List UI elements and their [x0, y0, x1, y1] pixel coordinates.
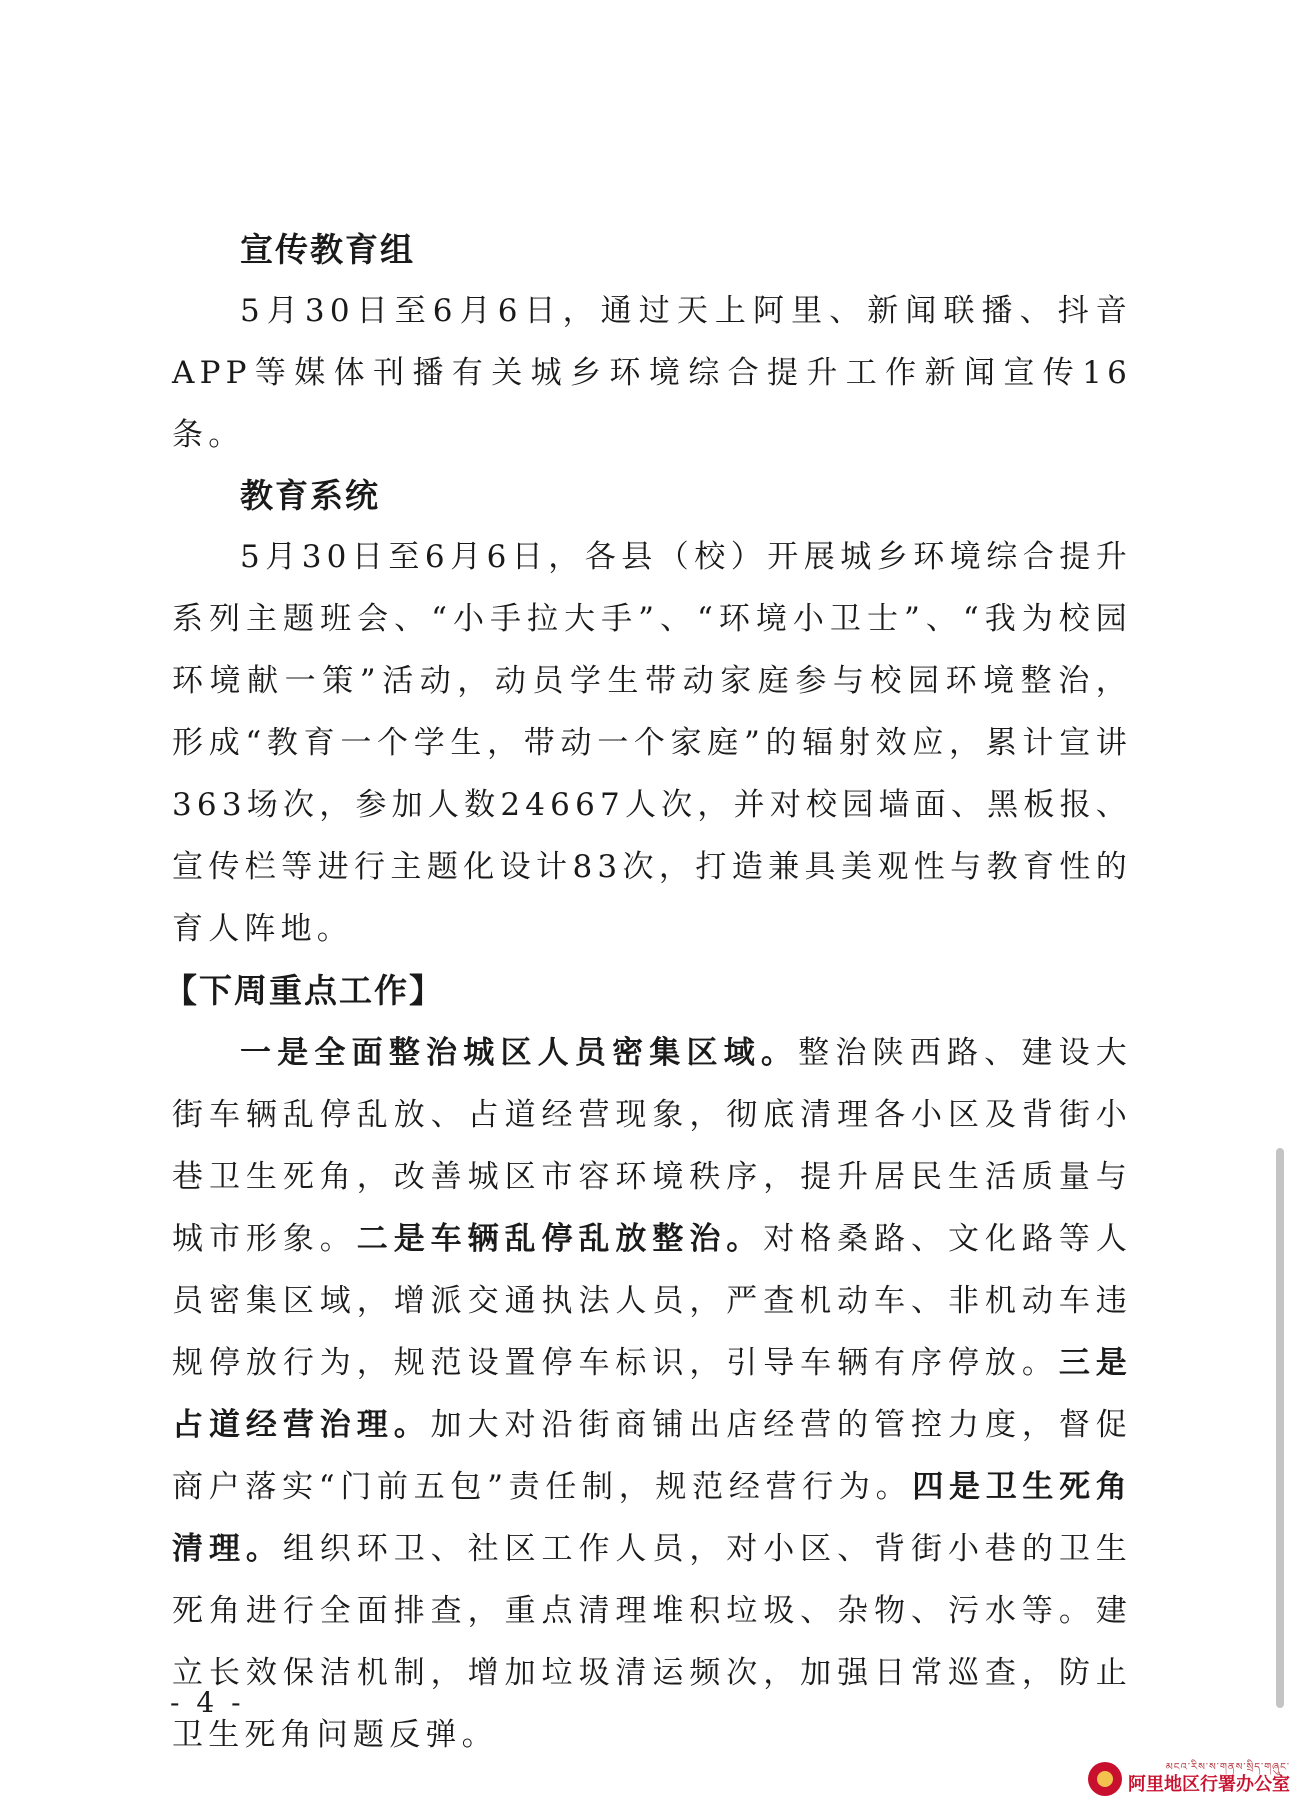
emblem-icon	[1088, 1762, 1122, 1796]
scrollbar[interactable]	[1276, 1148, 1284, 1708]
watermark-text	[1128, 1762, 1290, 1796]
item3-body: 加大对沿街商铺出店经营的管控力度，督促商户落实“门前五包”责任制，规范经营行为。	[172, 1407, 1132, 1505]
item2-body: 对格桑路、文化路等人员密集区域，增派交通执法人员，严查机动车、非机动车违规停放行为，规范设置停车标识，引导车辆有序停放。	[172, 1221, 1133, 1381]
document-body	[164, 220, 1133, 1766]
section-body-propaganda: 5月30日至6月6日，通过天上阿里、新闻联播、抖音APP等媒体刊播有关城乡环境综合提升工作新闻宣传16条。	[172, 293, 1132, 453]
watermark-label: 阿里地区行署办公室	[1128, 1774, 1290, 1795]
section-body-education: 5月30日至6月6日，各县（校）开展城乡环境综合提升系列主题班会、“小手拉大手”、“环境小卫士”、“我为校园环境献一策”活动，动员学生带动家庭参与校园环境整治，形成“教育一个学生，带动一个家庭”的辐射效应，累计宣讲363场次，参加人数24667人次，并对校园墙面、黑板报、宣传栏等进行主题化设计83次，打造兼具美观性与教育性的育人阵地。	[172, 539, 1132, 947]
item1-lead: 一是全面整治城区人员密集区域。	[240, 1035, 799, 1071]
item4-body: 组织环卫、社区工作人员，对小区、背街小巷的卫生死角进行全面排查，重点清理堆积垃圾、杂物、污水等。建立长效保洁机制，增加垃圾清运频次，加强日常巡查，防止卫生死角问题反弹。	[172, 1531, 1132, 1753]
item3-lead: 三是占道经营治理。	[172, 1345, 1132, 1443]
next-week-body	[172, 1022, 1132, 1766]
item2-lead: 二是车辆乱停乱放整治。	[356, 1221, 764, 1257]
watermark	[960, 1758, 1290, 1796]
next-week-title: 【下周重点工作】	[164, 971, 444, 1010]
item1-body: 整治陕西路、建设大街车辆乱停乱放、占道经营现象，彻底清理各小区及背街小巷卫生死角，改善城区市容环境秩序，提升居民生活质量与城市形象。	[172, 1035, 1132, 1257]
page-number: - 4 -	[170, 1686, 245, 1719]
watermark-tibetan: མངའ་རིས་ས་གནས་སྲིད་གཞུང་	[1165, 1762, 1290, 1773]
section-title-education: 教育系统	[240, 476, 380, 515]
section-title-propaganda: 宣传教育组	[240, 230, 415, 269]
item4-lead: 四是卫生死角清理。	[172, 1469, 1132, 1567]
